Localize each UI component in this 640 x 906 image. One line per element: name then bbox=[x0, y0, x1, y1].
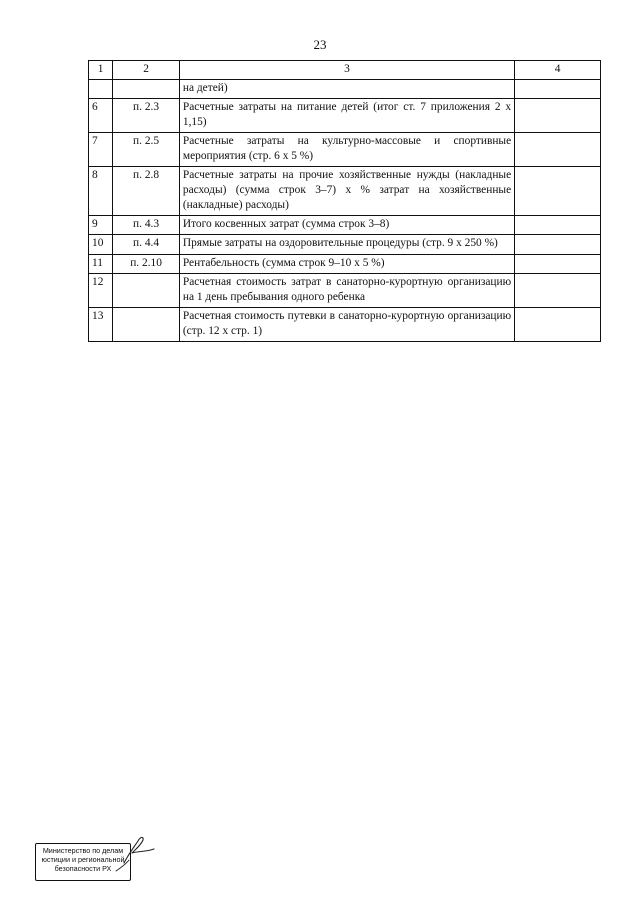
header-cell-3: 3 bbox=[179, 61, 514, 80]
row-reference: п. 4.4 bbox=[113, 235, 180, 254]
row-number bbox=[89, 80, 113, 99]
row-value bbox=[515, 216, 601, 235]
header-cell-4: 4 bbox=[515, 61, 601, 80]
table-row bbox=[89, 99, 601, 133]
row-description: Прямые затраты на оздоровительные процедуры (стр. 9 х 250 %) bbox=[179, 235, 514, 254]
stamp-line-1: Министерство по делам bbox=[42, 846, 124, 855]
row-reference bbox=[113, 80, 180, 99]
row-description: Рентабельность (сумма строк 9–10 х 5 %) bbox=[179, 254, 514, 273]
row-reference: п. 2.3 bbox=[113, 99, 180, 133]
row-description: Расчетные затраты на культурно-массовые и спортивные мероприятия (стр. 6 х 5 %) bbox=[179, 133, 514, 167]
row-description: Расчетные затраты на питание детей (итог ст. 7 приложения 2 х 1,15) bbox=[179, 99, 514, 133]
table-row bbox=[89, 216, 601, 235]
table-row bbox=[89, 235, 601, 254]
row-number: 12 bbox=[89, 273, 113, 307]
row-description: Расчетная стоимость путевки в санаторно-курортную организацию (стр. 12 х стр. 1) bbox=[179, 307, 514, 341]
row-description: Итого косвенных затрат (сумма строк 3–8) bbox=[179, 216, 514, 235]
row-reference: п. 2.10 bbox=[113, 254, 180, 273]
row-number: 8 bbox=[89, 167, 113, 216]
table-header-row bbox=[89, 61, 601, 80]
page-number: 23 bbox=[313, 37, 327, 52]
row-value bbox=[515, 80, 601, 99]
row-number: 6 bbox=[89, 99, 113, 133]
row-reference: п. 2.8 bbox=[113, 167, 180, 216]
row-description: Расчетные затраты на прочие хозяйственные нужды (накладные расходы) (сумма строк 3–7) х % затрат на хозяйственные (накладные) расходы) bbox=[179, 167, 514, 216]
row-reference: п. 4.3 bbox=[113, 216, 180, 235]
stamp-line-3: безопасности РХ bbox=[54, 863, 112, 873]
row-reference: п. 2.5 bbox=[113, 133, 180, 167]
row-number: 11 bbox=[89, 254, 113, 273]
table-row bbox=[89, 273, 601, 307]
row-number: 13 bbox=[89, 307, 113, 341]
table-row bbox=[89, 133, 601, 167]
row-value bbox=[515, 254, 601, 273]
signature-mark bbox=[110, 833, 156, 873]
row-description: Расчетная стоимость затрат в санаторно-курортную организацию на 1 день пребывания одного ребенка bbox=[179, 273, 514, 307]
row-value bbox=[515, 273, 601, 307]
header-cell-1: 1 bbox=[89, 61, 113, 80]
row-number: 7 bbox=[89, 133, 113, 167]
row-number: 10 bbox=[89, 235, 113, 254]
row-reference bbox=[113, 307, 180, 341]
row-value bbox=[515, 99, 601, 133]
header-cell-2: 2 bbox=[113, 61, 180, 80]
row-value bbox=[515, 307, 601, 341]
table-row bbox=[89, 80, 601, 99]
table-row bbox=[89, 307, 601, 341]
row-value bbox=[515, 235, 601, 254]
row-number: 9 bbox=[89, 216, 113, 235]
cost-table bbox=[88, 60, 601, 342]
row-description: на детей) bbox=[179, 80, 514, 99]
table-row bbox=[89, 167, 601, 216]
table-row bbox=[89, 254, 601, 273]
stamp-line-2: юстиции и региональной bbox=[41, 854, 125, 864]
row-reference bbox=[113, 273, 180, 307]
row-value bbox=[515, 167, 601, 216]
row-value bbox=[515, 133, 601, 167]
